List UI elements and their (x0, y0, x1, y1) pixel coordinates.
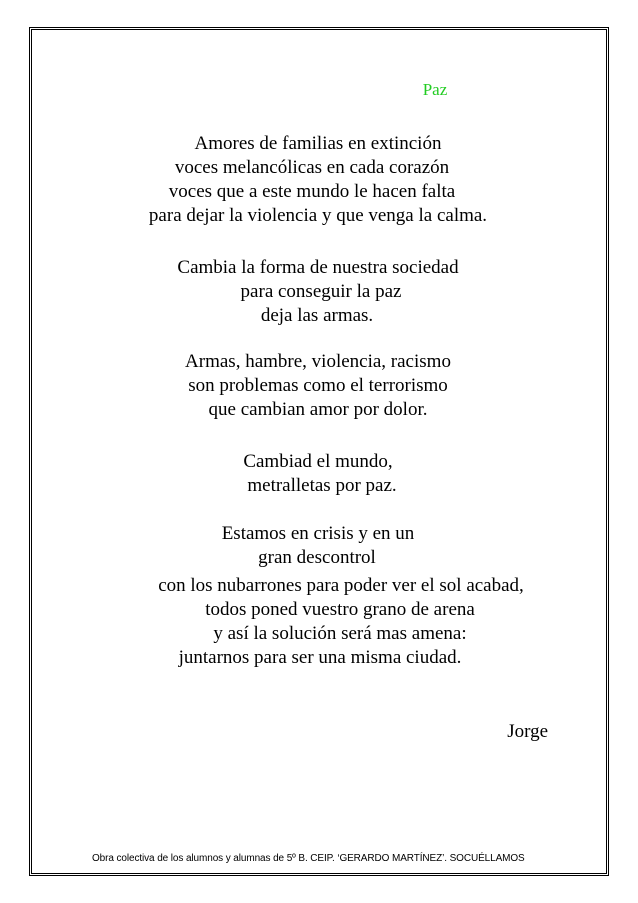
footer-credit: Obra colectiva de los alumnos y alumnas de 5º B. CEIP. ‘GERARDO MARTÍNEZ’. SOCUÉLLAMOS (92, 853, 525, 864)
poem-line: deja las armas. (260, 305, 374, 326)
poem-line: Cambiad el mundo, (243, 451, 393, 472)
poem-line: para dejar la violencia y que venga la calma. (148, 205, 488, 226)
poem-line: para conseguir la paz (240, 281, 402, 302)
poem-line: voces que a este mundo le hacen falta (168, 181, 456, 202)
poem-line: juntarnos para ser una misma ciudad. (178, 647, 462, 668)
poem-author: Jorge (507, 721, 548, 742)
poem-line: y así la solución será mas amena: (213, 623, 467, 644)
poem-line: voces melancólicas en cada corazón (174, 157, 450, 178)
poem-line: Amores de familias en extinción (194, 133, 442, 154)
poem-line: metralletas por paz. (247, 475, 397, 496)
poem-line: Estamos en crisis y en un (221, 523, 415, 544)
poem-title: Paz (422, 80, 448, 99)
poem-line: Cambia la forma de nuestra sociedad (177, 257, 459, 278)
poem-line: gran descontrol (258, 547, 376, 568)
poem-line: son problemas como el terrorismo (188, 375, 448, 396)
poem-line: que cambian amor por dolor. (208, 399, 428, 420)
poem-line: todos poned vuestro grano de arena (205, 599, 475, 620)
poem-line: con los nubarrones para poder ver el sol acabad, (158, 575, 524, 596)
poem-line: Armas, hambre, violencia, racismo (185, 351, 451, 372)
